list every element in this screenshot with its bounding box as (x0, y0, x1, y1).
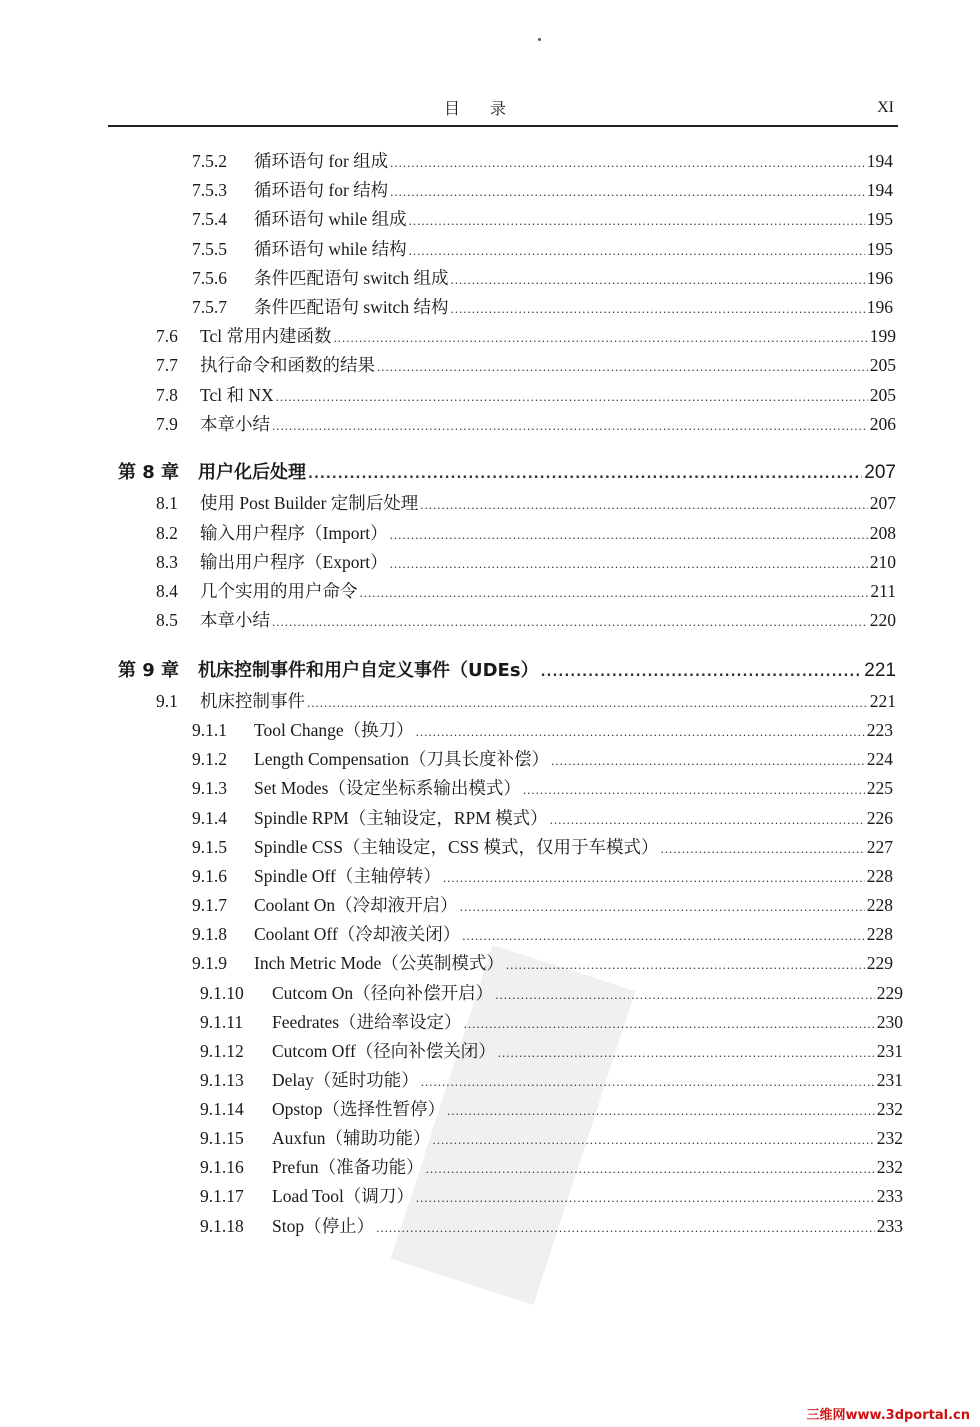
toc-entry-number: 9.1 (156, 691, 178, 711)
toc-dot-leader (308, 467, 862, 482)
toc-entry-number: 第 8 章 (118, 462, 180, 483)
toc-entry-title: Spindle RPM（主轴设定，RPM 模式） (254, 808, 548, 828)
toc-entry (192, 236, 893, 261)
toc-entry-page: 232 (876, 1099, 903, 1119)
toc-dot-leader (450, 301, 864, 317)
toc-entry (192, 206, 893, 231)
toc-entry-page: 221 (869, 691, 896, 711)
toc-entry (156, 352, 896, 377)
toc-entry-page: 226 (866, 808, 893, 828)
toc-entry-page: 195 (866, 209, 893, 229)
toc-entry-title: Cutcom Off（径向补偿关闭） (272, 1041, 496, 1061)
toc-entry-title: 本章小结 (200, 610, 270, 630)
toc-entry-page: 228 (866, 895, 893, 915)
toc-entry-page: 221 (864, 660, 896, 681)
toc-entry-number: 8.3 (156, 552, 178, 572)
toc-entry-number: 7.5.4 (192, 209, 227, 229)
toc-dot-leader (390, 155, 865, 171)
toc-dot-leader (376, 1220, 875, 1236)
toc-entry-number: 7.5.5 (192, 239, 227, 259)
toc-entry-number: 9.1.11 (200, 1012, 244, 1032)
toc-chapter-entry (118, 656, 896, 682)
toc-entry-title: 条件匹配语句 switch 结构 (254, 297, 449, 317)
toc-entry-number: 7.5.3 (192, 180, 227, 200)
toc-entry-page: 223 (866, 720, 893, 740)
toc-entry (156, 607, 896, 632)
toc-entry-title: Prefun（准备功能） (272, 1157, 424, 1177)
toc-entry-number: 7.6 (156, 326, 178, 346)
toc-dot-leader (416, 724, 865, 740)
toc-entry-number: 8.4 (156, 581, 178, 601)
toc-entry-page: 225 (866, 778, 893, 798)
toc-entry (200, 1038, 903, 1063)
toc-dot-leader (333, 330, 867, 346)
toc-entry-number: 9.1.13 (200, 1070, 244, 1090)
toc-dot-leader (390, 556, 868, 572)
toc-entry-title: 用户化后处理 (198, 462, 306, 483)
toc-entry-title: 循环语句 while 结构 (254, 239, 407, 259)
toc-entry-number: 8.1 (156, 493, 178, 513)
toc-entry-number: 9.1.14 (200, 1099, 244, 1119)
toc-dot-leader (506, 957, 865, 973)
toc-dot-leader (523, 782, 865, 798)
toc-entry (200, 1009, 903, 1034)
toc-entry-page: 205 (869, 355, 896, 375)
toc-entry-number: 9.1.2 (192, 749, 227, 769)
toc-entry-title: 输入用户程序（Import） (200, 523, 388, 543)
toc-entry-title: Opstop（选择性暂停） (272, 1099, 446, 1119)
toc-dot-leader (272, 418, 868, 434)
toc-entry-number: 7.9 (156, 414, 178, 434)
toc-entry (192, 892, 893, 917)
toc-entry (192, 921, 893, 946)
toc-entry-title: 循环语句 for 组成 (254, 151, 389, 171)
toc-entry-page: 195 (866, 239, 893, 259)
toc-dot-leader (661, 841, 865, 857)
toc-entry-number: 9.1.16 (200, 1157, 244, 1177)
toc-entry-number: 9.1.4 (192, 808, 227, 828)
toc-entry-page: 211 (870, 581, 896, 601)
toc-entry (156, 688, 896, 713)
toc-entry-title: 本章小结 (200, 414, 270, 434)
toc-entry (192, 294, 893, 319)
toc-entry-number: 9.1.1 (192, 720, 227, 740)
toc-entry-page: 220 (869, 610, 896, 630)
toc-entry-number: 9.1.9 (192, 953, 227, 973)
toc-entry (200, 1096, 903, 1121)
toc-entry-title: 条件匹配语句 switch 组成 (254, 268, 449, 288)
toc-entry (192, 746, 893, 771)
toc-dot-leader (551, 753, 865, 769)
toc-entry-title: Spindle CSS（主轴设定，CSS 模式，仅用于车模式） (254, 837, 659, 857)
toc-dot-leader (377, 359, 868, 375)
toc-entry-title: Stop（停止） (272, 1216, 375, 1236)
toc-entry-page: 196 (866, 297, 893, 317)
toc-entry-page: 228 (866, 866, 893, 886)
toc-entry-page: 233 (876, 1216, 903, 1236)
toc-entry (156, 411, 896, 436)
toc-entry-page: 229 (866, 953, 893, 973)
toc-dot-leader (426, 1161, 875, 1177)
toc-entry (156, 520, 896, 545)
toc-dot-leader (416, 1190, 875, 1206)
toc-entry (192, 177, 893, 202)
toc-entry-title: 循环语句 for 结构 (254, 180, 389, 200)
toc-entry (156, 578, 896, 603)
toc-entry-page: 205 (869, 385, 896, 405)
toc-entry-number: 9.1.12 (200, 1041, 244, 1061)
toc-entry-number: 7.7 (156, 355, 178, 375)
toc-dot-leader (550, 812, 865, 828)
toc-entry (156, 490, 896, 515)
toc-entry (192, 950, 893, 975)
toc-entry (200, 1067, 903, 1092)
header-rule (108, 125, 898, 127)
toc-dot-leader (450, 272, 864, 288)
toc-entry-title: Set Modes（设定坐标系输出模式） (254, 778, 521, 798)
toc-entry-page: 206 (869, 414, 896, 434)
toc-entry-title: Spindle Off（主轴停转） (254, 866, 441, 886)
toc-entry-title: 机床控制事件和用户自定义事件（UDEs） (198, 660, 539, 681)
toc-entry (200, 1125, 903, 1150)
toc-entry-page: 232 (876, 1157, 903, 1177)
toc-entry-title: 执行命令和函数的结果 (200, 355, 375, 375)
toc-entry-page: 208 (869, 523, 896, 543)
toc-entry (192, 717, 893, 742)
toc-entry-page: 230 (876, 1012, 903, 1032)
toc-entry-number: 9.1.17 (200, 1186, 244, 1206)
toc-dot-leader (390, 184, 865, 200)
toc-dot-leader (272, 614, 868, 630)
toc-entry-title: 使用 Post Builder 定制后处理 (200, 493, 419, 513)
toc-entry (156, 382, 896, 407)
toc-chapter-entry (118, 458, 896, 484)
toc-dot-leader (432, 1132, 874, 1148)
toc-entry-title: 几个实用的用户命令 (200, 581, 358, 601)
toc-dot-leader (409, 213, 865, 229)
toc-dot-leader (390, 527, 868, 543)
toc-dot-leader (421, 1074, 875, 1090)
toc-entry (156, 323, 896, 348)
toc-dot-leader (460, 899, 865, 915)
toc-entry-page: 233 (876, 1186, 903, 1206)
toc-entry-title: Tcl 常用内建函数 (200, 326, 332, 346)
toc-entry-number: 9.1.18 (200, 1216, 244, 1236)
toc-entry (192, 805, 893, 830)
toc-dot-leader (541, 665, 863, 680)
toc-entry-title: Auxfun（辅助功能） (272, 1128, 431, 1148)
toc-entry-page: 210 (869, 552, 896, 572)
toc-entry-number: 9.1.6 (192, 866, 227, 886)
toc-entry-page: 207 (869, 493, 896, 513)
toc-dot-leader (464, 1016, 875, 1032)
toc-entry (192, 775, 893, 800)
toc-entry (156, 549, 896, 574)
toc-entry-number: 9.1.10 (200, 983, 244, 1003)
scan-speck (538, 38, 541, 41)
toc-dot-leader (443, 870, 865, 886)
toc-dot-leader (447, 1103, 875, 1119)
toc-entry-title: Feedrates（进给率设定） (272, 1012, 462, 1032)
toc-entry-title: 机床控制事件 (200, 691, 305, 711)
toc-entry-page: 224 (866, 749, 893, 769)
toc-dot-leader (462, 928, 864, 944)
site-logo: 三维网www.3dportal.cn (806, 1408, 970, 1423)
toc-entry-number: 8.2 (156, 523, 178, 543)
toc-entry-number: 9.1.15 (200, 1128, 244, 1148)
toc-entry-number: 8.5 (156, 610, 178, 630)
toc-dot-leader (420, 497, 867, 513)
toc-entry-number: 9.1.8 (192, 924, 227, 944)
toc-entry-number: 7.5.7 (192, 297, 227, 317)
toc-entry-page: 231 (876, 1041, 903, 1061)
toc-dot-leader (495, 987, 875, 1003)
toc-entry-number: 9.1.3 (192, 778, 227, 798)
toc-entry (200, 1154, 903, 1179)
toc-entry (200, 1213, 903, 1238)
toc-dot-leader (307, 695, 868, 711)
toc-entry-number: 7.5.6 (192, 268, 227, 288)
toc-dot-leader (360, 585, 869, 601)
toc-entry-title: Coolant On（冷却液开启） (254, 895, 458, 915)
toc-entry-page: 194 (866, 180, 893, 200)
toc-entry (200, 980, 903, 1005)
toc-entry-page: 207 (864, 462, 896, 483)
toc-entry-page: 194 (866, 151, 893, 171)
toc-entry-title: Delay（延时功能） (272, 1070, 419, 1090)
toc-entry-title: Tool Change（换刀） (254, 720, 414, 740)
running-header-page-number: XI (877, 99, 894, 116)
toc-entry-number: 9.1.5 (192, 837, 227, 857)
toc-entry (192, 265, 893, 290)
toc-entry-page: 231 (876, 1070, 903, 1090)
toc-entry (200, 1183, 903, 1208)
toc-entry-title: Cutcom On（径向补偿开启） (272, 983, 494, 1003)
toc-entry-title: Length Compensation（刀具长度补偿） (254, 749, 550, 769)
toc-entry-number: 7.5.2 (192, 151, 227, 171)
toc-entry (192, 834, 893, 859)
toc-dot-leader (276, 389, 868, 405)
toc-entry-title: Load Tool（调刀） (272, 1186, 414, 1206)
toc-entry-number: 7.8 (156, 385, 178, 405)
toc-entry-page: 227 (866, 837, 893, 857)
toc-entry-page: 228 (866, 924, 893, 944)
toc-dot-leader (498, 1045, 875, 1061)
toc-entry-title: Inch Metric Mode（公英制模式） (254, 953, 504, 973)
toc-entry-title: 输出用户程序（Export） (200, 552, 388, 572)
toc-entry-page: 232 (876, 1128, 903, 1148)
running-header-title: 目录 (443, 99, 536, 118)
toc-entry-page: 199 (869, 326, 896, 346)
toc-entry-page: 196 (866, 268, 893, 288)
toc-entry-title: Tcl 和 NX (200, 385, 274, 405)
toc-entry-title: 循环语句 while 组成 (254, 209, 407, 229)
toc-entry-number: 9.1.7 (192, 895, 227, 915)
toc-entry-number: 第 9 章 (118, 660, 180, 681)
toc-entry (192, 148, 893, 173)
toc-entry (192, 863, 893, 888)
toc-entry-page: 229 (876, 983, 903, 1003)
toc-entry-title: Coolant Off（冷却液关闭） (254, 924, 461, 944)
toc-dot-leader (409, 243, 865, 259)
